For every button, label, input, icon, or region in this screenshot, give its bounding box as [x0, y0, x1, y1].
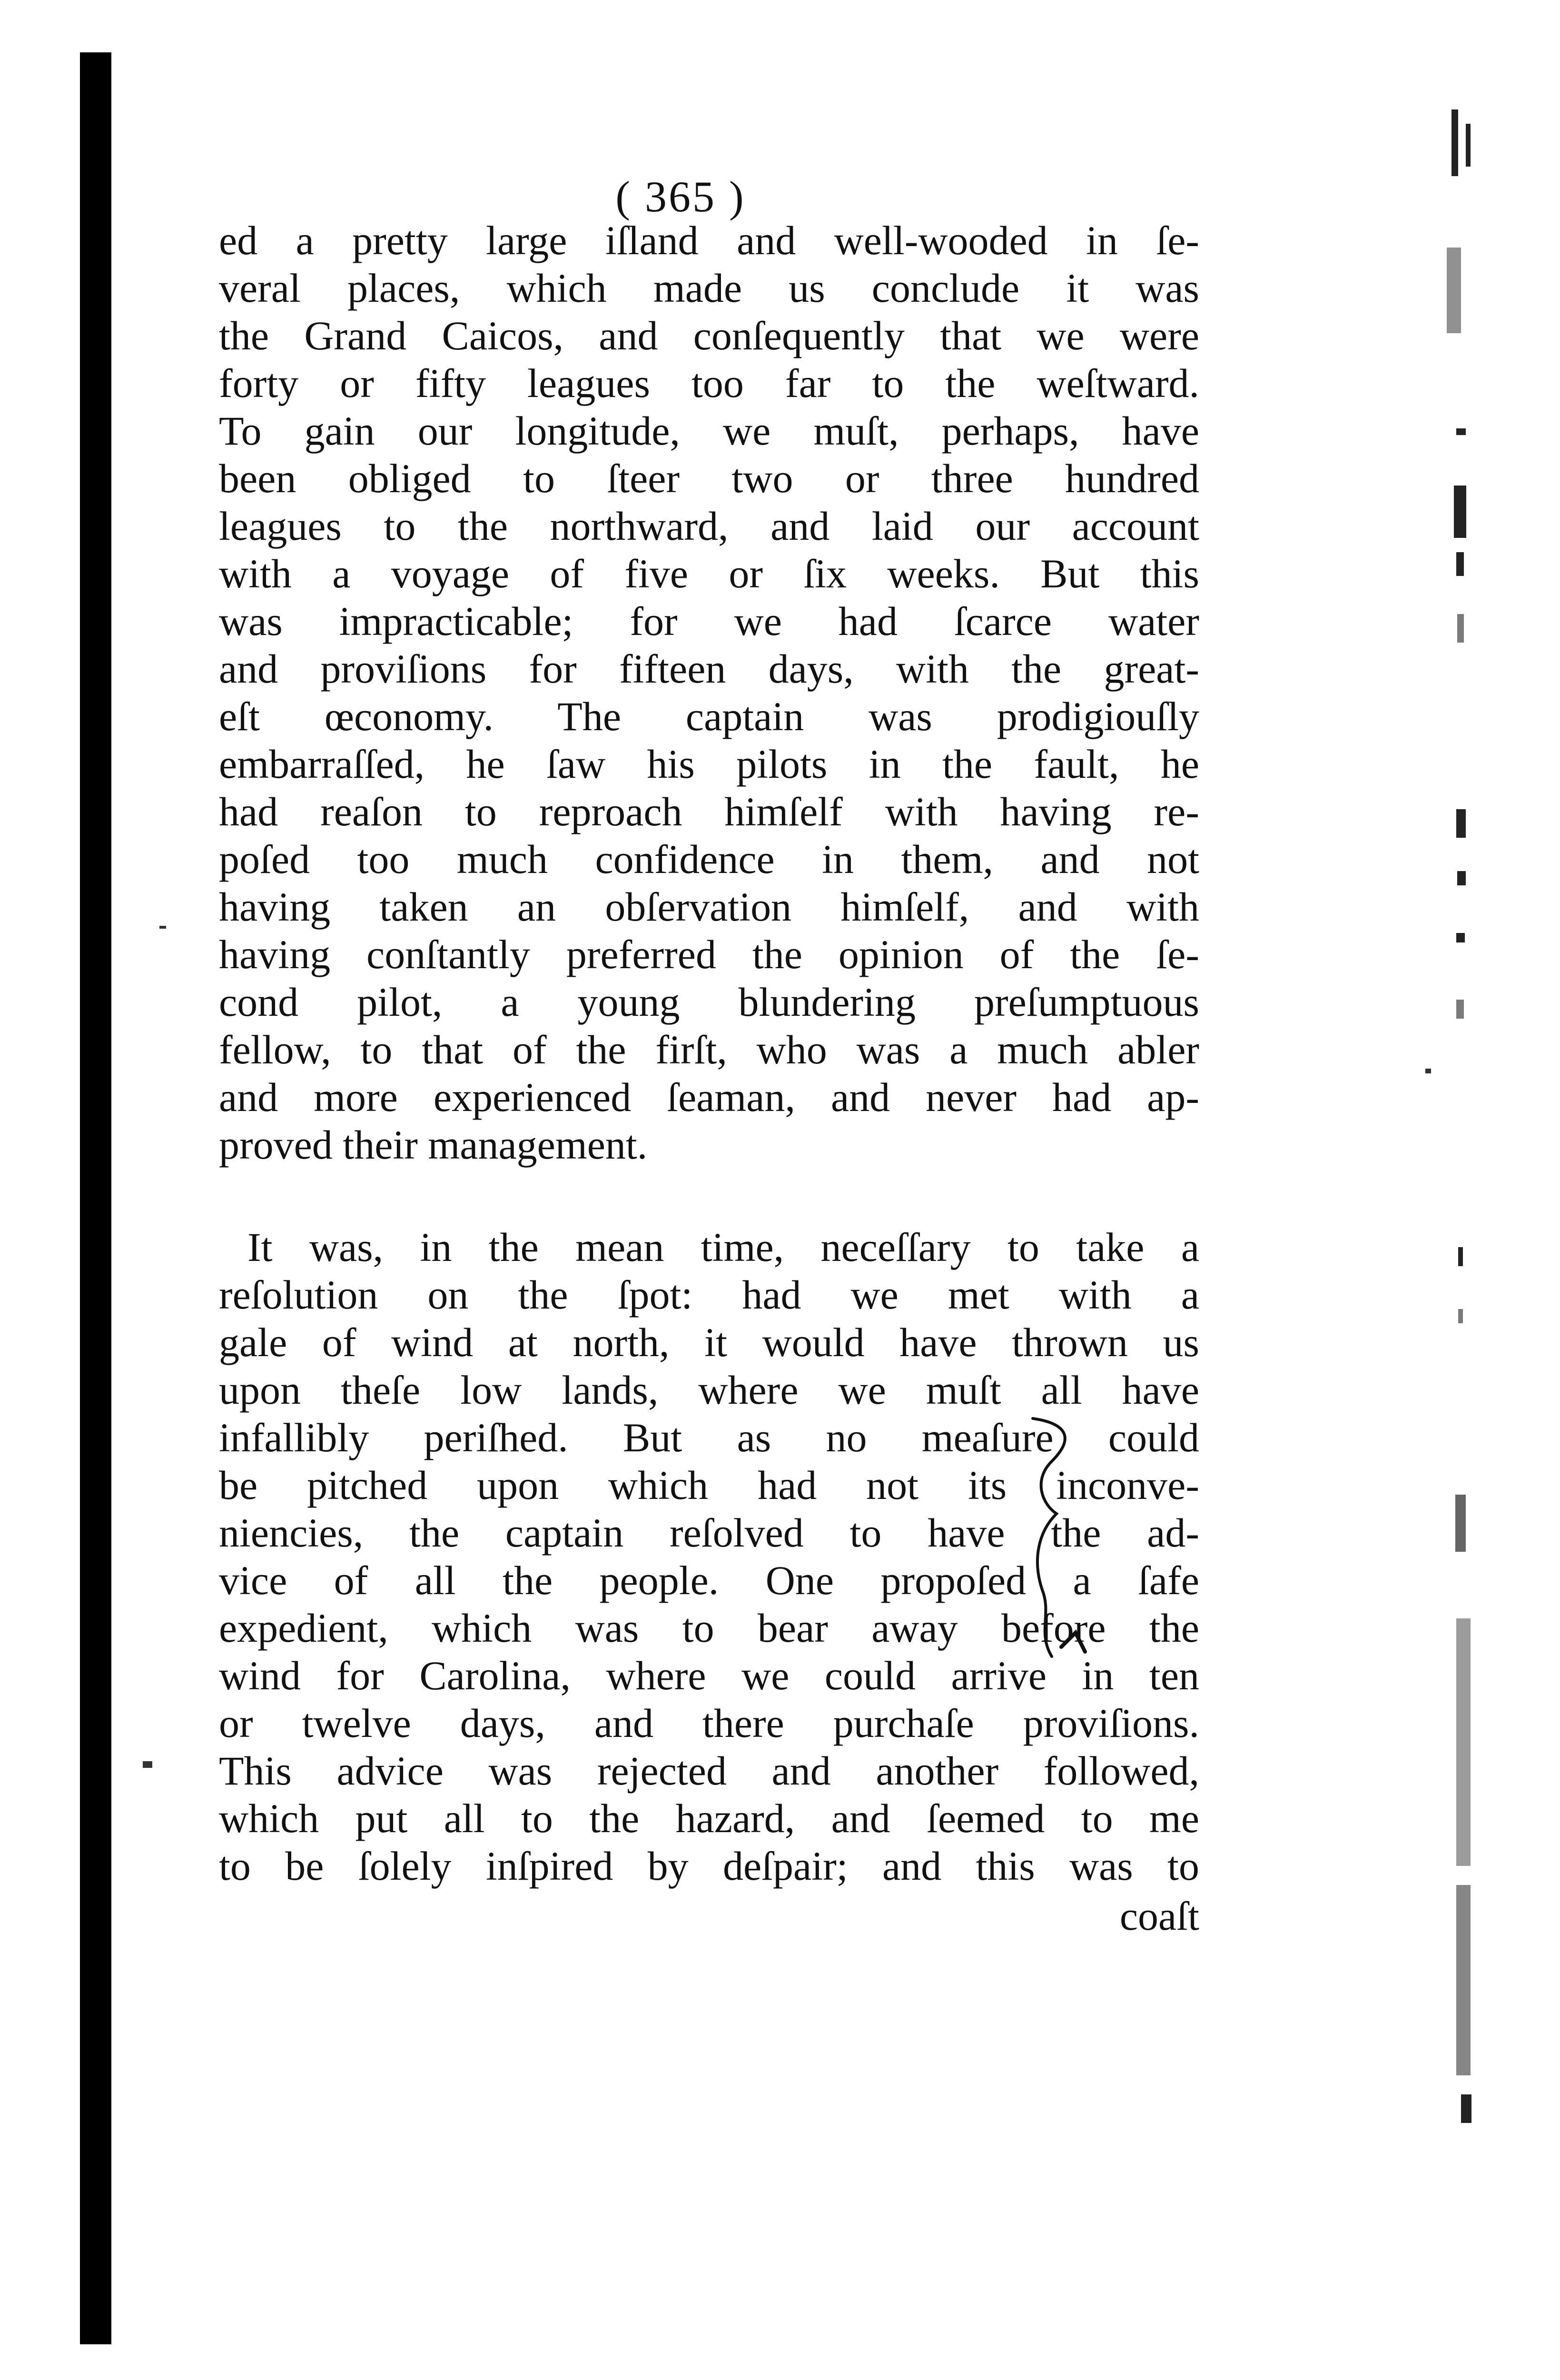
margin-speck: [143, 1761, 152, 1768]
bleed-speck: [1454, 486, 1466, 538]
text-line: embarraſſed, he ſaw his pilots in the fault, he: [219, 741, 1199, 787]
text-line: having conſtantly preferred the opinion of the ſe-: [219, 932, 1199, 977]
text-line: To gain our longitude, we muſt, perhaps, have: [219, 408, 1199, 454]
bleed-speck: [1456, 933, 1465, 942]
handwritten-pen-mark: [1023, 1409, 1104, 1676]
text-line: had reaſon to reproach himſelf with having re-: [219, 789, 1199, 834]
text-line: This advice was rejected and another followed,: [219, 1748, 1199, 1794]
bleed-speck: [1461, 2094, 1471, 2123]
text-line: fellow, to that of the firſt, who was a much abler: [219, 1027, 1199, 1072]
bleed-speck: [1457, 871, 1466, 885]
bleed-speck: [1447, 248, 1461, 333]
text-line: gale of wind at north, it would have thrown us: [219, 1319, 1199, 1365]
bleed-speck: [1456, 1618, 1471, 1866]
text-line: It was, in the mean time, neceſſary to take a: [247, 1224, 1199, 1270]
bleed-speck: [1458, 1247, 1463, 1266]
binding-edge: [80, 52, 111, 2344]
text-line: be pitched upon which had not its inconve-: [219, 1462, 1199, 1508]
text-line: to be ſolely inſpired by deſpair; and this was to: [219, 1843, 1199, 1889]
text-line: poſed too much confidence in them, and not: [219, 836, 1199, 882]
text-line: expedient, which was to bear away before the: [219, 1605, 1199, 1651]
bleed-speck: [1466, 124, 1471, 167]
margin-speck: [1425, 1069, 1431, 1073]
text-line: upon theſe low lands, where we muſt all have: [219, 1367, 1199, 1413]
text-line: or twelve days, and there purchaſe proviſions.: [219, 1700, 1199, 1746]
text-line: reſolution on the ſpot: had we met with a: [219, 1272, 1199, 1318]
bleed-speck: [1455, 1495, 1466, 1552]
bleed-speck: [1457, 614, 1464, 643]
bleed-speck: [1451, 109, 1458, 176]
text-line: ed a pretty large iſland and well-wooded in ſe-: [219, 218, 1199, 263]
bleed-speck: [1458, 1309, 1463, 1323]
text-line: proved their management.: [219, 1122, 648, 1168]
text-line: and more experienced ſeaman, and never had ap-: [219, 1074, 1199, 1120]
text-line: eſt œconomy. The captain was prodigiouſly: [219, 694, 1199, 739]
text-line: with a voyage of five or ſix weeks. But this: [219, 551, 1199, 596]
text-line: cond pilot, a young blundering preſumptuous: [219, 979, 1199, 1025]
bleed-speck: [1456, 552, 1464, 576]
text-line: veral places, which made us conclude it was: [219, 265, 1199, 311]
text-line: forty or fifty leagues too far to the weſtward.: [219, 360, 1199, 406]
text-line: the Grand Caicos, and conſequently that we were: [219, 313, 1199, 358]
page-number: ( 365 ): [615, 172, 746, 221]
text-line: niencies, the captain reſolved to have the ad-: [219, 1510, 1199, 1556]
text-line: vice of all the people. One propoſed a ſafe: [219, 1557, 1199, 1603]
text-line: and proviſions for fifteen days, with the great-: [219, 646, 1199, 692]
bleed-speck: [1456, 809, 1466, 838]
text-line: having taken an obſervation himſelf, and with: [219, 884, 1199, 930]
bleed-speck: [1456, 1885, 1471, 2075]
text-line: which put all to the hazard, and ſeemed to me: [219, 1795, 1199, 1841]
catchword: coaſt: [1119, 1893, 1199, 1939]
bleed-speck: [1456, 428, 1466, 435]
text-line: leagues to the northward, and laid our account: [219, 503, 1199, 549]
margin-speck: [159, 926, 166, 929]
text-line: been obliged to ſteer two or three hundred: [219, 456, 1199, 501]
text-line: wind for Carolina, where we could arrive in ten: [219, 1653, 1199, 1698]
bleed-speck: [1456, 1000, 1464, 1019]
text-line: infallibly periſhed. But as no meaſure could: [219, 1415, 1199, 1460]
text-line: was impracticable; for we had ſcarce water: [219, 598, 1199, 644]
